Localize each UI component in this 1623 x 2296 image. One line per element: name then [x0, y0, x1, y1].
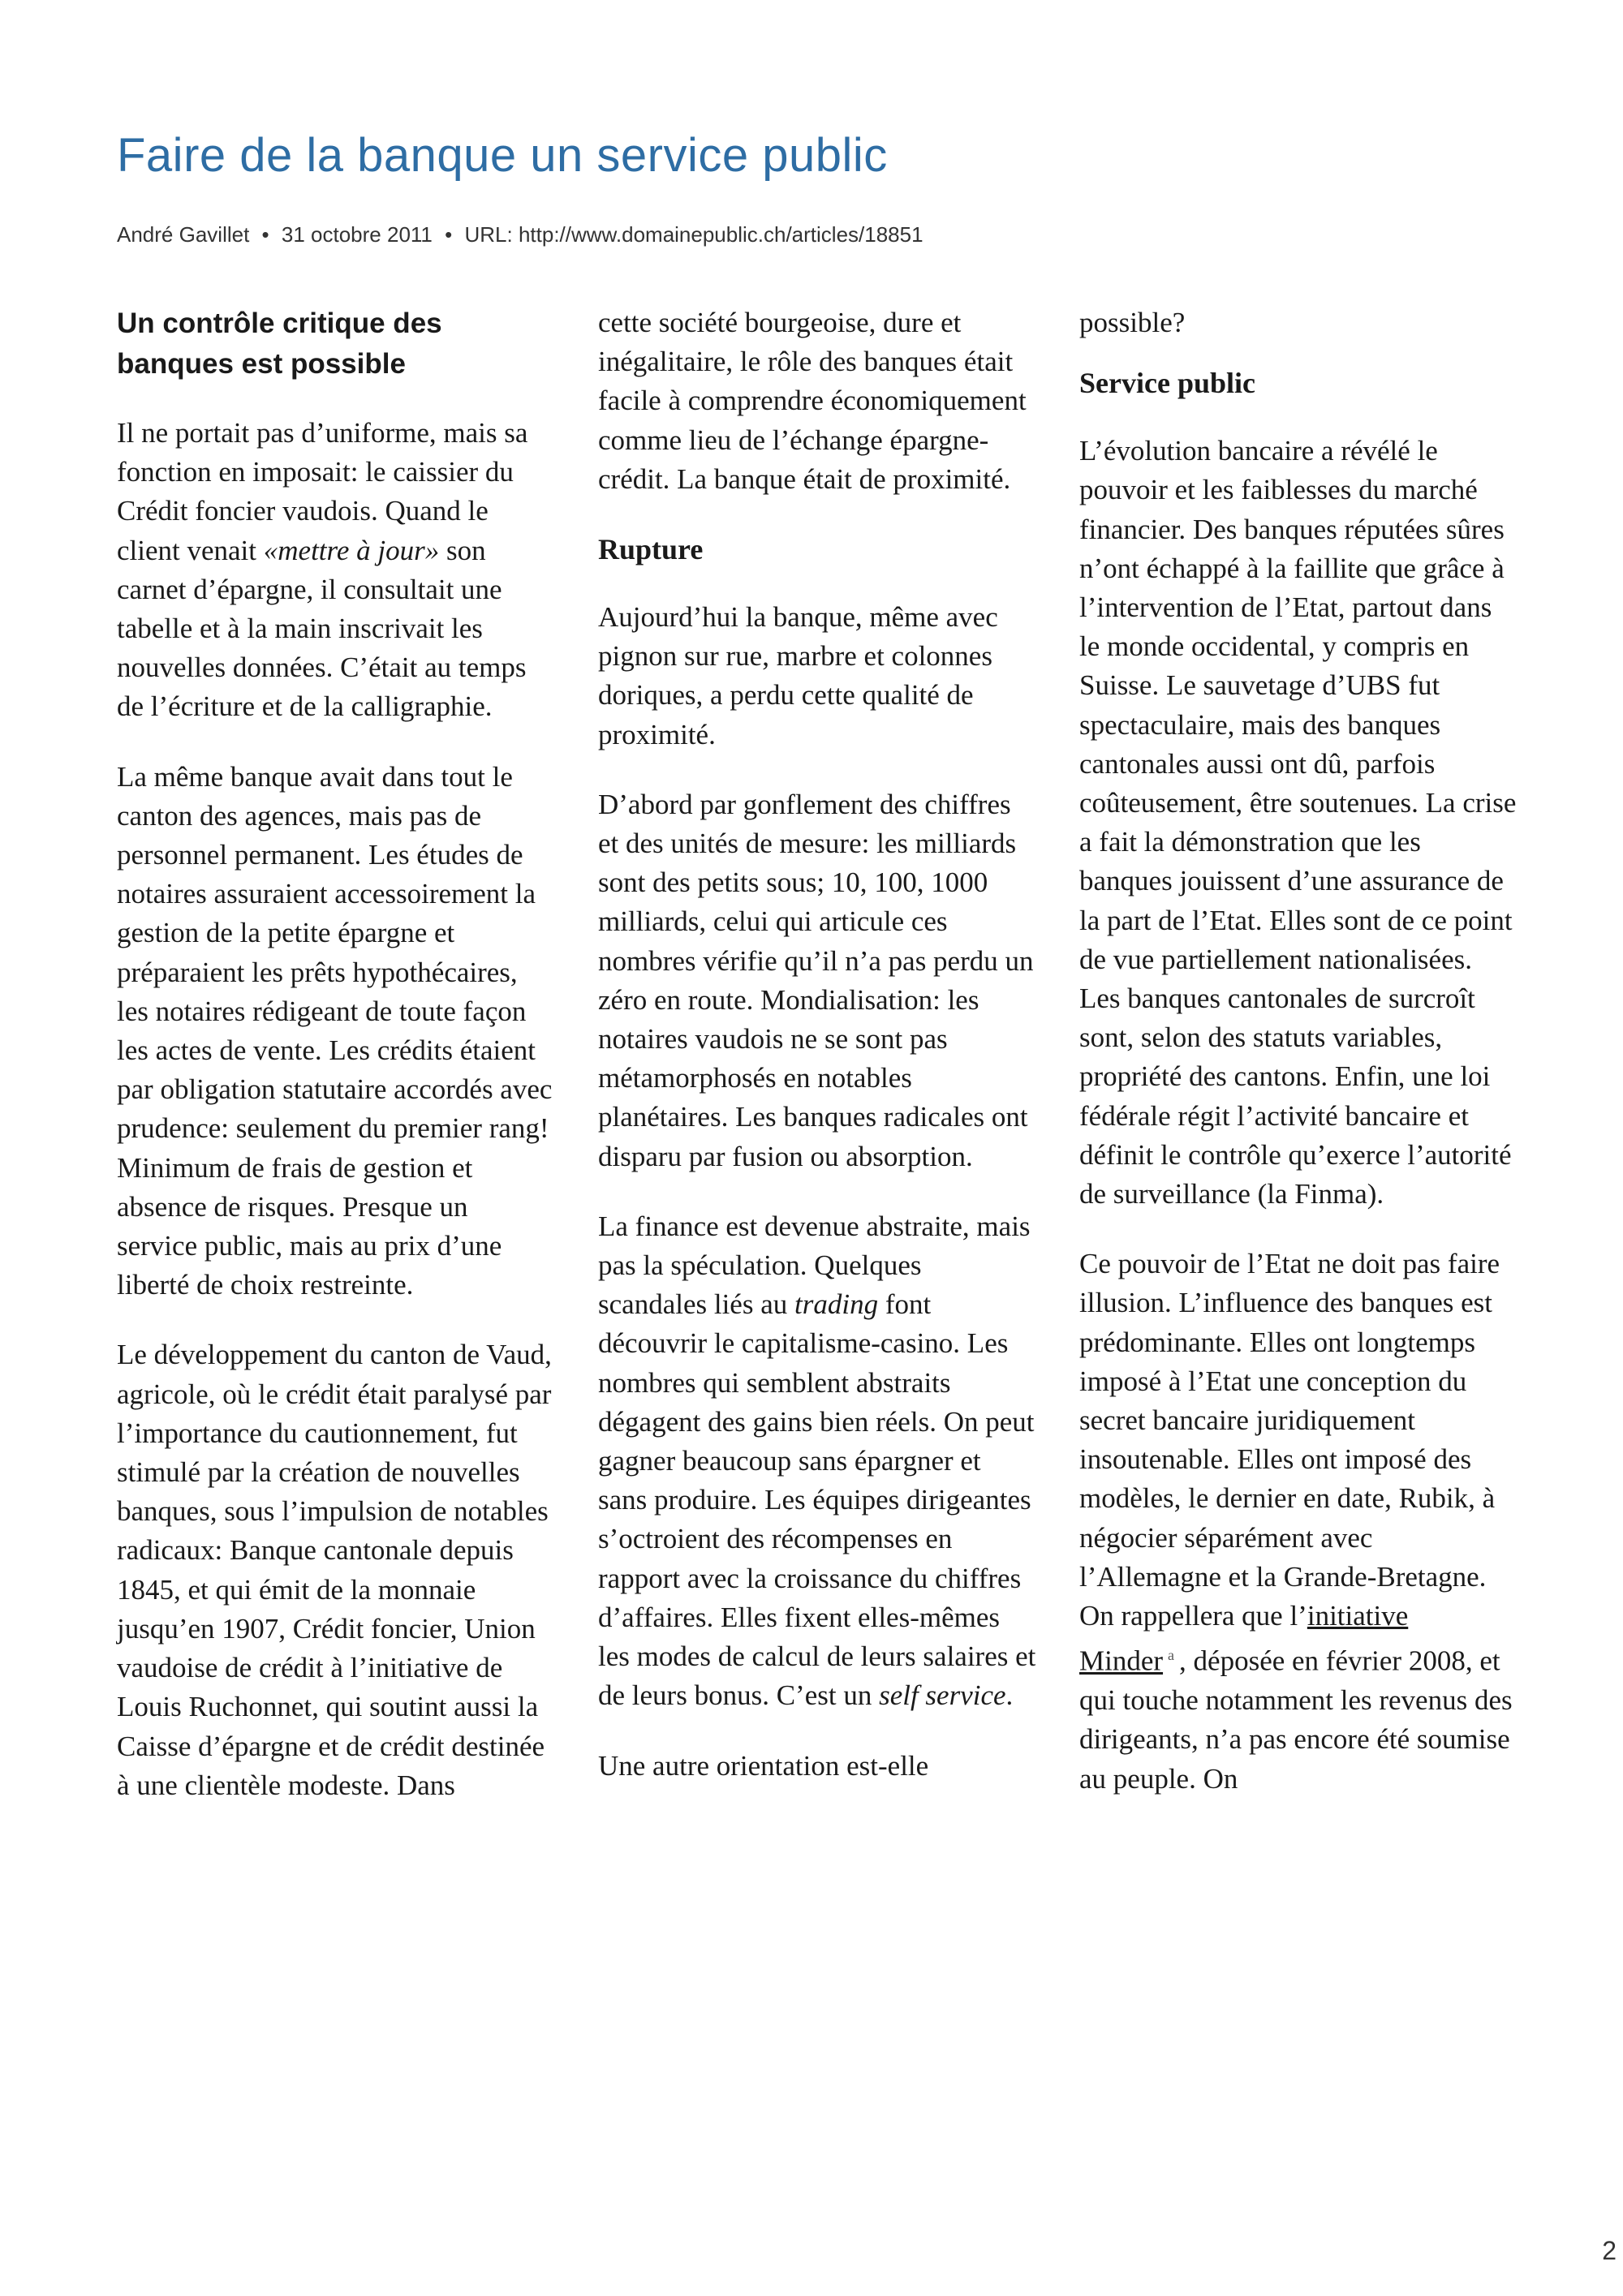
- paragraph: Une autre orientation est-elle: [598, 1749, 929, 1782]
- url-label: URL:: [464, 222, 513, 247]
- paragraph: L’évolution bancaire a révélé le pouvoir et les faiblesses du marché financier. Des banques réputées sûres n’ont échappé à la faillite que grâce à l’intervention de l’Etat, partout dans le monde occidental, y compris en Suisse. Le sauvetage d’UBS fut spectaculaire, mais des banques cantonales aussi ont dû, parfois coûteusement, être soutenues. La crise a fait la démonstration que les banques jouissent d’une assurance de la part de l’Etat. Elles sont de ce point de vue partiellement nationalisées. Les banques cantonales de surcroît sont, selon des statuts variables, propriété des cantons. Enfin, une loi fédérale régit l’activité bancaire et définit le contrôle qu’exerce l’autorité de surveillance (la Finma).: [1079, 435, 1517, 1210]
- external-link-icon[interactable]: a: [1168, 1647, 1175, 1664]
- section-heading: Un contrôle critique des banques est possible: [117, 307, 442, 380]
- article-url[interactable]: http://www.domainepublic.ch/articles/18851: [518, 222, 923, 247]
- section-heading: Rupture: [598, 533, 704, 566]
- paragraph: Le développement du canton de Vaud, agricole, où le crédit était paralysé par l’importance du cautionnement, fut stimulé par la création de nouvelles banques, sous l’impulsion de notables radicaux: Banque cantonale depuis 1845, et qui émit de la monnaie jusqu’en 1907, Crédit foncier, Union vaudoise de crédit à l’initiative de Louis Ruchonnet, qui soutint aussi la Caisse d’épargne et de crédit destinée à une clientèle modeste. Dans: [117, 1339, 552, 1801]
- paragraph: La finance est devenue abstraite, mais pas la spéculation. Quelques scandales liés au trading font découvrir le capitalisme-casino. Les nombres qui semblent abstraits dégagent des gains bien réels. On peut gagner beaucoup sans épargner et sans produire. Les équipes dirigeantes s’octroient des récompenses en rapport avec la croissance du chiffres d’affaires. Elles fixent elles-mêmes les modes de calcul de leurs salaires et de leurs bonus. C’est un self service.: [598, 1210, 1036, 1712]
- meta-separator: •: [445, 222, 453, 247]
- paragraph: possible?: [1079, 307, 1186, 338]
- article-column-2: [598, 303, 1036, 1786]
- paragraph: La même banque avait dans tout le canton des agences, mais pas de personnel permanent. Les études de notaires assuraient accessoirement la gestion de la petite épargne et préparaient les prêts hypothécaires, les notaires rédigeant de toute façon les actes de vente. Les crédits étaient par obligation statutaire accordés avec prudence: seulement du premier rang! Minimum de frais de gestion et absence de risques. Presque un service public, mais au prix d’une liberté de choix restreinte.: [117, 760, 553, 1301]
- article-column-1: [117, 303, 555, 1805]
- paragraph: D’abord par gonflement des chiffres et des unités de mesure: les milliards sont des petits sous; 10, 100, 1000 milliards, celui qui articule ces nombres vérifie qu’il n’a pas perdu un zéro en route. Mondialisation: les notaires vaudois ne se sont pas métamorphosés en notables planétaires. Les banques radicales ont disparu par fusion ou absorption.: [598, 788, 1034, 1172]
- meta-separator: •: [261, 222, 269, 247]
- page-number: 2: [1602, 2236, 1617, 2265]
- article-column-3: [1079, 303, 1518, 1799]
- author: André Gavillet: [117, 222, 250, 247]
- paragraph: Aujourd’hui la banque, même avec pignon sur rue, marbre et colonnes doriques, a perdu cette qualité de proximité.: [598, 601, 998, 750]
- paragraph: Il ne portait pas d’uniforme, mais sa fonction en imposait: le caissier du Crédit foncier vaudois. Quand le client venait «mettre à jour» son carnet d’épargne, il consultait une tabelle et à la main inscrivait les nouvelles données. C’était au temps de l’écriture et de la calligraphie.: [117, 417, 528, 723]
- publish-date: 31 octobre 2011: [281, 222, 433, 247]
- article-meta: [117, 222, 923, 247]
- initiative-minder-link[interactable]: initiative Minder: [1079, 1600, 1409, 1677]
- paragraph: cette société bourgeoise, dure et inégalitaire, le rôle des banques était facile à comprendre économiquement comme lieu de l’échange épargne-crédit. La banque était de proximité.: [598, 307, 1027, 495]
- paragraph: Ce pouvoir de l’Etat ne doit pas faire illusion. L’influence des banques est prédominante. Elles ont longtemps imposé à l’Etat une conception du secret bancaire juridiquement insoutenable. Elles ont imposé des modèles, le dernier en date, Rubik, à négocier séparément avec l’Allemagne et la Grande-Bretagne. On rappellera que l’initiative Minder $^a$ , déposée en février 2008, et qui touche notamment les revenus des dirigeants, n’a pas encore été soumise au peuple. On: [1079, 1248, 1513, 1795]
- section-heading: Service public: [1079, 367, 1255, 400]
- article-title: Faire de la banque un service public: [117, 129, 888, 182]
